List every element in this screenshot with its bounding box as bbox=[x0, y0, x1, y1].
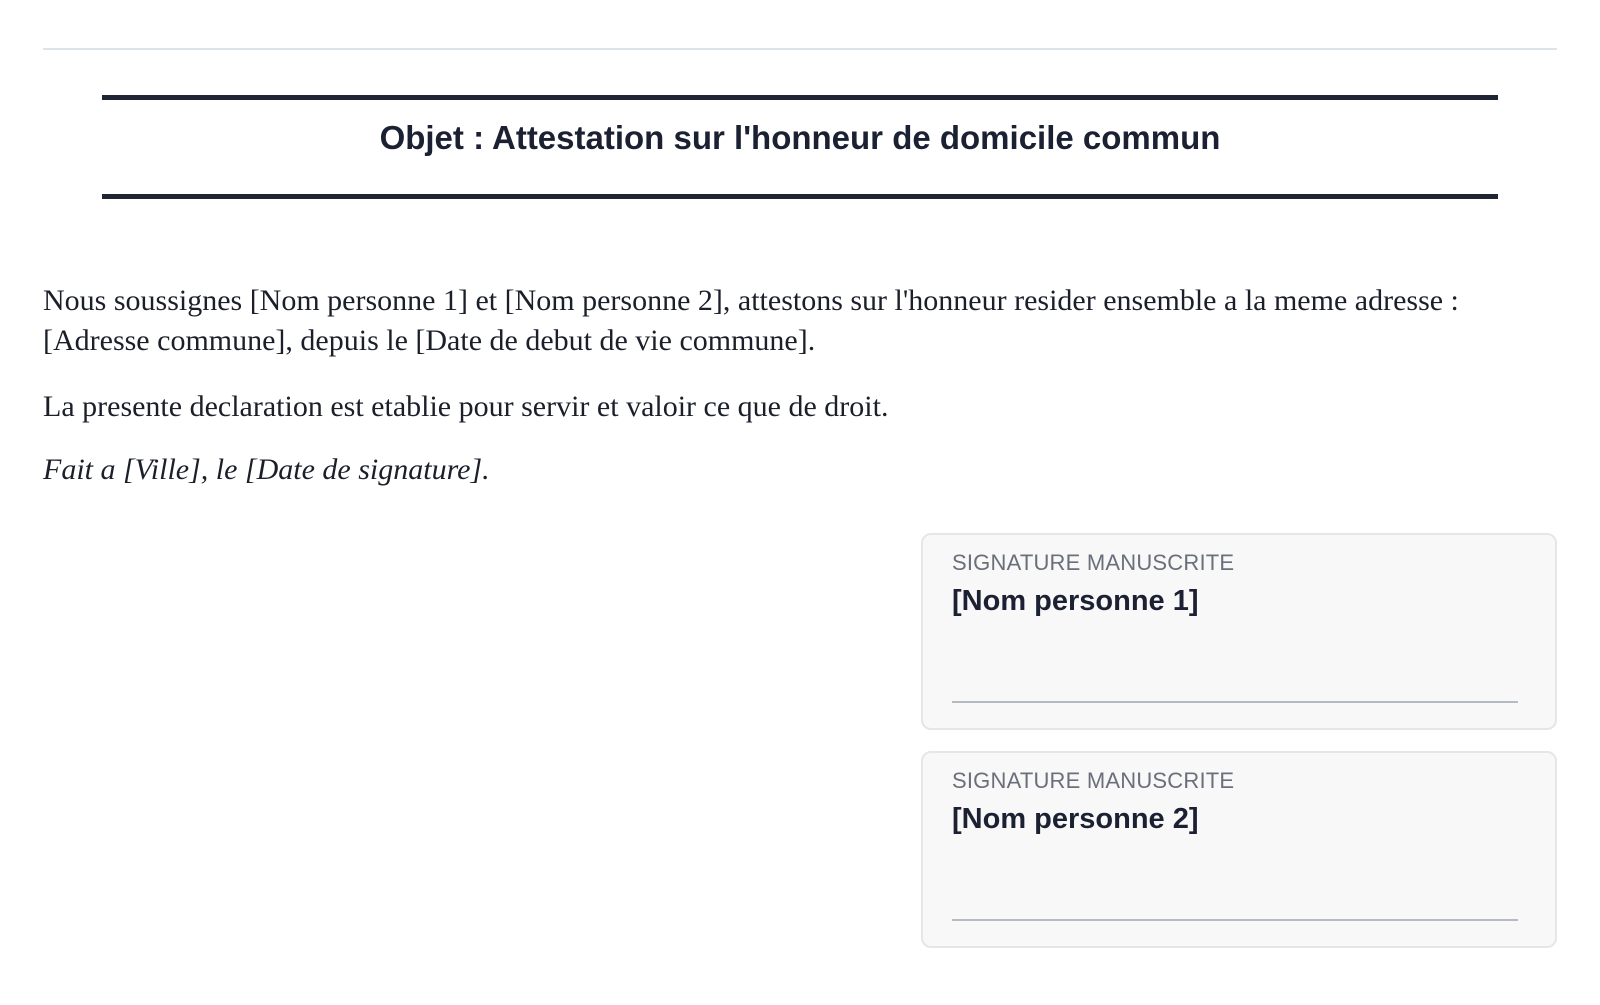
object-header bbox=[102, 95, 1498, 199]
signature-label: SIGNATURE MANUSCRITE bbox=[952, 768, 1235, 793]
place-date-line: Fait a [Ville], le [Date de signature]. bbox=[43, 453, 490, 486]
signature-line bbox=[952, 919, 1518, 921]
object-title: Objet : Attestation sur l'honneur de domicile commun bbox=[379, 119, 1221, 156]
signature-label: SIGNATURE MANUSCRITE bbox=[952, 550, 1235, 575]
top-divider bbox=[43, 48, 1557, 50]
signature-name: [Nom personne 2] bbox=[952, 803, 1199, 835]
signature-card-person-1 bbox=[921, 533, 1557, 730]
signature-line bbox=[952, 701, 1518, 703]
signature-card-person-2 bbox=[921, 751, 1557, 948]
document-page bbox=[43, 0, 1557, 1005]
attestation-paragraph: Nous soussignes [Nom personne 1] et [Nom personne 2], attestons sur l'honneur resider ensemble a la meme adresse : [Adresse commune], depuis le [Date de debut de vie commune]. bbox=[43, 284, 1459, 357]
signature-name: [Nom personne 1] bbox=[952, 585, 1199, 617]
declaration-paragraph: La presente declaration est etablie pour servir et valoir ce que de droit. bbox=[43, 390, 889, 423]
